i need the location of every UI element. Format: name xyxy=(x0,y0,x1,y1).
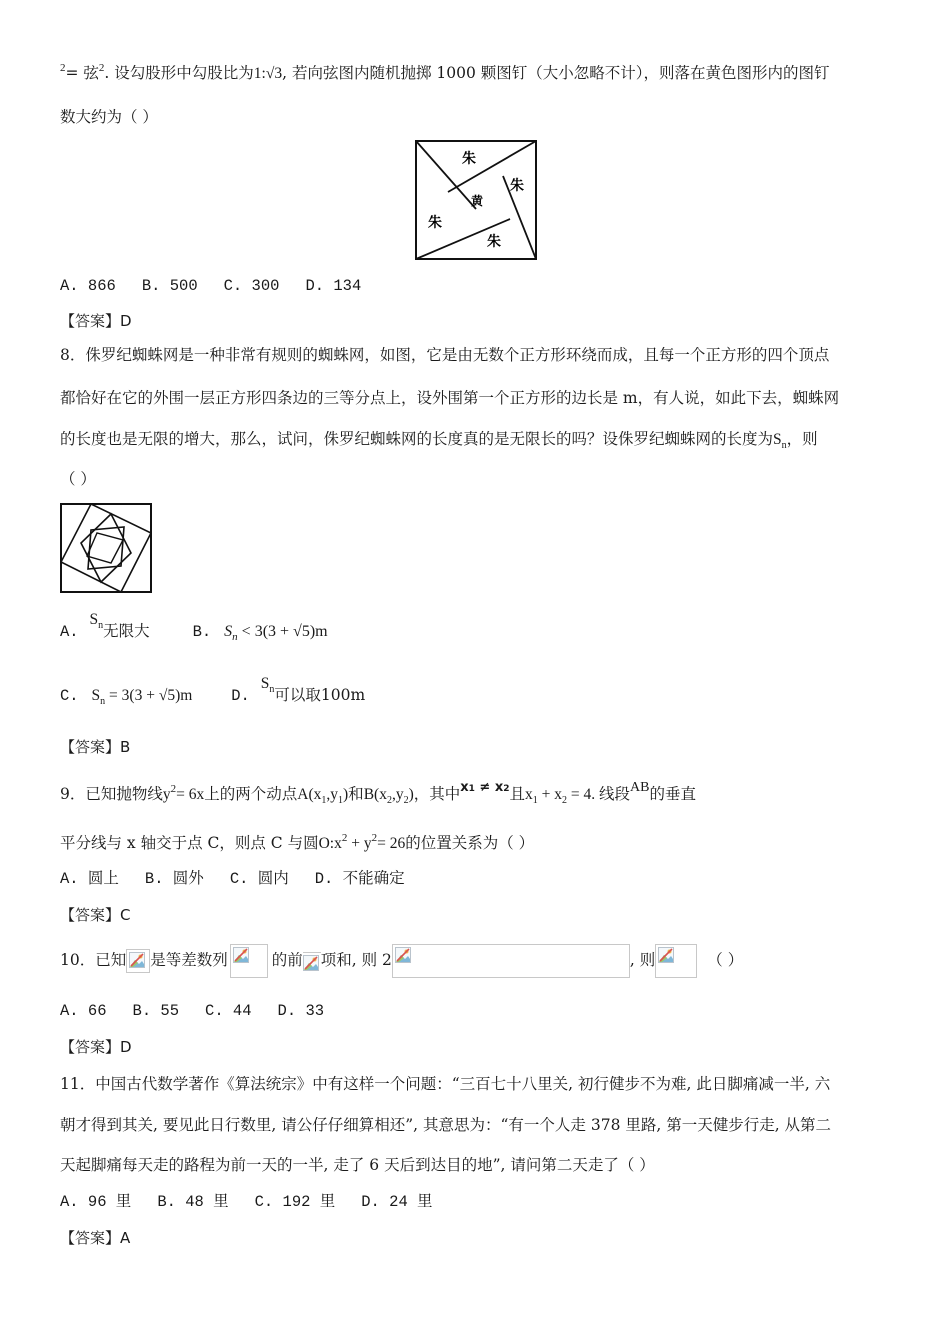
q11-line-2: 朝才得到其关, 要见此日行数里, 请公仔仔细算相还”, 其意思为：“有一个人走 378 里路, 第一天健步行走, 从第二 xyxy=(60,1116,832,1134)
q8-options-cd: C. $S_n = 3(3 + √5)m$ D. $S_n$可以取100m xyxy=(60,675,366,707)
q9-option-a: A. 圆上 xyxy=(60,870,119,888)
q7-option-a: A. 866 xyxy=(60,277,116,295)
q9-option-d: D. 不能确定 xyxy=(314,870,405,888)
q11-option-a: A. 96 里 xyxy=(60,1193,132,1211)
q8-options-ab: A. $S_n$无限大 B. $S_n < 3(3 + √5)m$ xyxy=(60,611,328,643)
label-red-3: 朱 xyxy=(428,215,442,231)
q10-answer: 【答案】D xyxy=(60,1038,132,1056)
q7-line-1: $^2$= 弦$^2$. 设勾股形中勾股比为1:√3, 若向弦图内随机抛掷 1000 颗图钉（大小忽略不计），则落在黄色图形内的图钉 xyxy=(60,62,830,82)
label-red-1: 朱 xyxy=(462,151,476,167)
q8-answer: 【答案】B xyxy=(60,738,131,756)
label-red-2: 朱 xyxy=(510,178,524,194)
q11-option-c: C. 192 里 xyxy=(254,1193,336,1211)
pythagorean-string-figure xyxy=(415,140,537,264)
q9-option-c: C. 圆内 xyxy=(229,870,289,888)
q7-answer: 【答案】D xyxy=(60,312,132,330)
q10-option-a: A. 66 xyxy=(60,1002,107,1020)
broken-image-icon xyxy=(303,952,321,971)
q10-line-1: 10．已知 是等差数列 的前 项和, 则 2 , 则 （ ） xyxy=(60,943,743,978)
q7-option-c: C. 300 xyxy=(223,277,280,295)
q9-line-1: 9．已知抛物线$y^2= 6x$上的两个动点$A(x_1,y_1)$和$B(x_2,y_2)$，其中$^{x1 \ne x2}$且$x_1 + x_2 = 4$. 线段AB的垂直 xyxy=(60,780,696,806)
q9-answer: 【答案】C xyxy=(60,906,131,924)
q9-option-b: B. 圆外 xyxy=(144,870,204,888)
label-red-4: 朱 xyxy=(487,234,501,250)
broken-image-icon xyxy=(230,944,268,978)
q11-line-1: 11．中国古代数学著作《算法统宗》中有这样一个问题：“三百七十八里关, 初行健步不为难, 此日脚痛减一半, 六 xyxy=(60,1075,831,1093)
q7-option-b: B. 500 xyxy=(141,277,198,295)
q11-answer: 【答案】A xyxy=(60,1229,131,1247)
q10-option-c: C. 44 xyxy=(205,1002,252,1020)
q11-options xyxy=(60,1191,459,1213)
label-yellow: 黄 xyxy=(471,194,484,208)
q11-line-3: 天起脚痛每天走的路程为前一天的一半, 走了 6 天后到达目的地”, 请问第二天走了（ ） xyxy=(60,1156,655,1174)
q9-options xyxy=(60,868,431,890)
q9-line-2: 平分线与 x 轴交于点 C，则点 C 与圆$O:x^2 + y^2= 26$的位置关系为（ ） xyxy=(60,832,535,852)
q7-line-2: 数大约为（ ） xyxy=(60,108,158,126)
q10-options xyxy=(60,1000,350,1022)
q10-option-b: B. 55 xyxy=(132,1002,180,1020)
q11-option-d: D. 24 里 xyxy=(361,1193,433,1211)
q11-option-b: B. 48 里 xyxy=(157,1193,229,1211)
broken-image-icon xyxy=(392,944,630,978)
q8-line-4: （ ） xyxy=(60,470,96,488)
q7-options xyxy=(60,275,387,297)
q8-line-2: 都恰好在它的外围一层正方形四条边的三等分点上，设外围第一个正方形的边长是 m，有人说，如此下去，蜘蛛网 xyxy=(60,389,840,407)
spider-web-figure xyxy=(60,503,152,597)
broken-image-icon xyxy=(655,944,697,978)
q8-line-3: 的长度也是无限的增大，那么，试问，侏罗纪蜘蛛网的长度真的是无限长的吗？设侏罗纪蜘蛛网的长度为$S_n$，则 xyxy=(60,430,818,451)
broken-image-icon xyxy=(126,949,150,973)
q8-line-1: 8．侏罗纪蜘蛛网是一种非常有规则的蜘蛛网，如图，它是由无数个正方形环绕而成，且每一个正方形的四个顶点 xyxy=(60,346,830,364)
q7-option-d: D. 134 xyxy=(305,277,362,295)
q10-option-d: D. 33 xyxy=(277,1002,325,1020)
